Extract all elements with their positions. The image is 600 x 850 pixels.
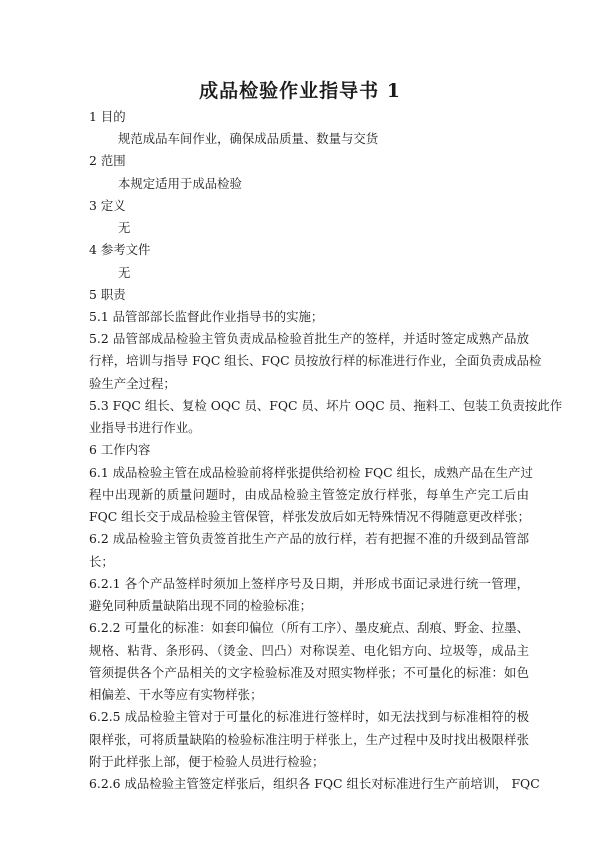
paragraph-line: 程中出现新的质量问题时，由成品检验主管签定放行样张，每单生产完工后由 bbox=[89, 487, 529, 502]
body-line: 规范成品车间作业，确保成品质量、数量与交货 bbox=[118, 131, 379, 146]
paragraph-line: FQC 组长交于成品检验主管保管，样张发放后如无特殊情况不得随意更改样张； bbox=[89, 509, 531, 524]
paragraph-line: 避免同种质量缺陷出现不同的检验标准； bbox=[89, 598, 313, 613]
paragraph-line: 5.3 FQC 组长、复检 OQC 员、FQC 员、坏片 OQC 员、拖料工、包装工负责按此作 bbox=[89, 398, 563, 413]
paragraph-line: 5.2 品管部成品检验主管负责成品检验首批生产的签样，并适时签定成熟产品放 bbox=[89, 331, 529, 346]
paragraph-line: 管须提供各个产品相关的文字检验标准及对照实物样张；不可量化的标准：如色 bbox=[89, 665, 529, 680]
body-line: 无 bbox=[118, 220, 131, 235]
paragraph-line: 业指导书进行作业。 bbox=[89, 420, 201, 435]
section-heading: 2 范围 bbox=[89, 153, 126, 168]
body-line: 本规定适用于成品检验 bbox=[118, 176, 242, 191]
paragraph-line: 5.1 品管部部长监督此作业指导书的实施； bbox=[89, 309, 324, 324]
paragraph-line: 6.2.1 各个产品签样时须加上签样序号及日期，并形成书面记录进行统一管理， bbox=[89, 576, 529, 591]
section-heading: 6 工作内容 bbox=[89, 442, 151, 457]
paragraph-line: 规格、粘背、条形码、（烫金、凹凸）对称误差、电化铝方向、垃圾等，成品主 bbox=[89, 643, 529, 658]
paragraph-line: 附于此样张上部，便于检验人员进行检验； bbox=[89, 754, 325, 769]
section-heading: 1 目的 bbox=[89, 109, 126, 124]
paragraph-line: 6.1 成品检验主管在成品检验前将样张提供给初检 FQC 组长，成熟产品在生产过 bbox=[89, 465, 533, 480]
paragraph-line: 6.2.5 成品检验主管对于可量化的标准进行签样时，如无法找到与标准相符的极 bbox=[89, 709, 529, 724]
paragraph-line: 限样张，可将质量缺陷的检验标准注明于样张上，生产过程中及时找出极限样张 bbox=[89, 732, 529, 747]
paragraph-line: 6.2.6 成品检验主管签定样张后，组织各 FQC 组长对标准进行生产前培训， FQC bbox=[89, 776, 540, 791]
paragraph-line: 6.2 成品检验主管负责签首批生产产品的放行样，若有把握不准的升级到品管部 bbox=[89, 531, 529, 546]
section-heading: 3 定义 bbox=[89, 198, 126, 213]
section-heading: 4 参考文件 bbox=[89, 242, 151, 257]
paragraph-line: 相偏差、干水等应有实物样张； bbox=[89, 687, 263, 702]
section-heading: 5 职责 bbox=[89, 287, 126, 302]
body-line: 无 bbox=[118, 265, 131, 280]
paragraph-line: 6.2.2 可量化的标准：如套印偏位（所有工序）、墨皮疵点、刮痕、野金、拉墨、 bbox=[89, 620, 529, 635]
paragraph-line: 行样，培训与指导 FQC 组长、FQC 员按放行样的标准进行作业，全面负责成品检 bbox=[89, 353, 542, 368]
paragraph-line: 长； bbox=[89, 554, 114, 569]
document-title: 成品检验作业指导书 1 bbox=[199, 80, 401, 102]
paragraph-line: 验生产全过程； bbox=[89, 376, 176, 391]
